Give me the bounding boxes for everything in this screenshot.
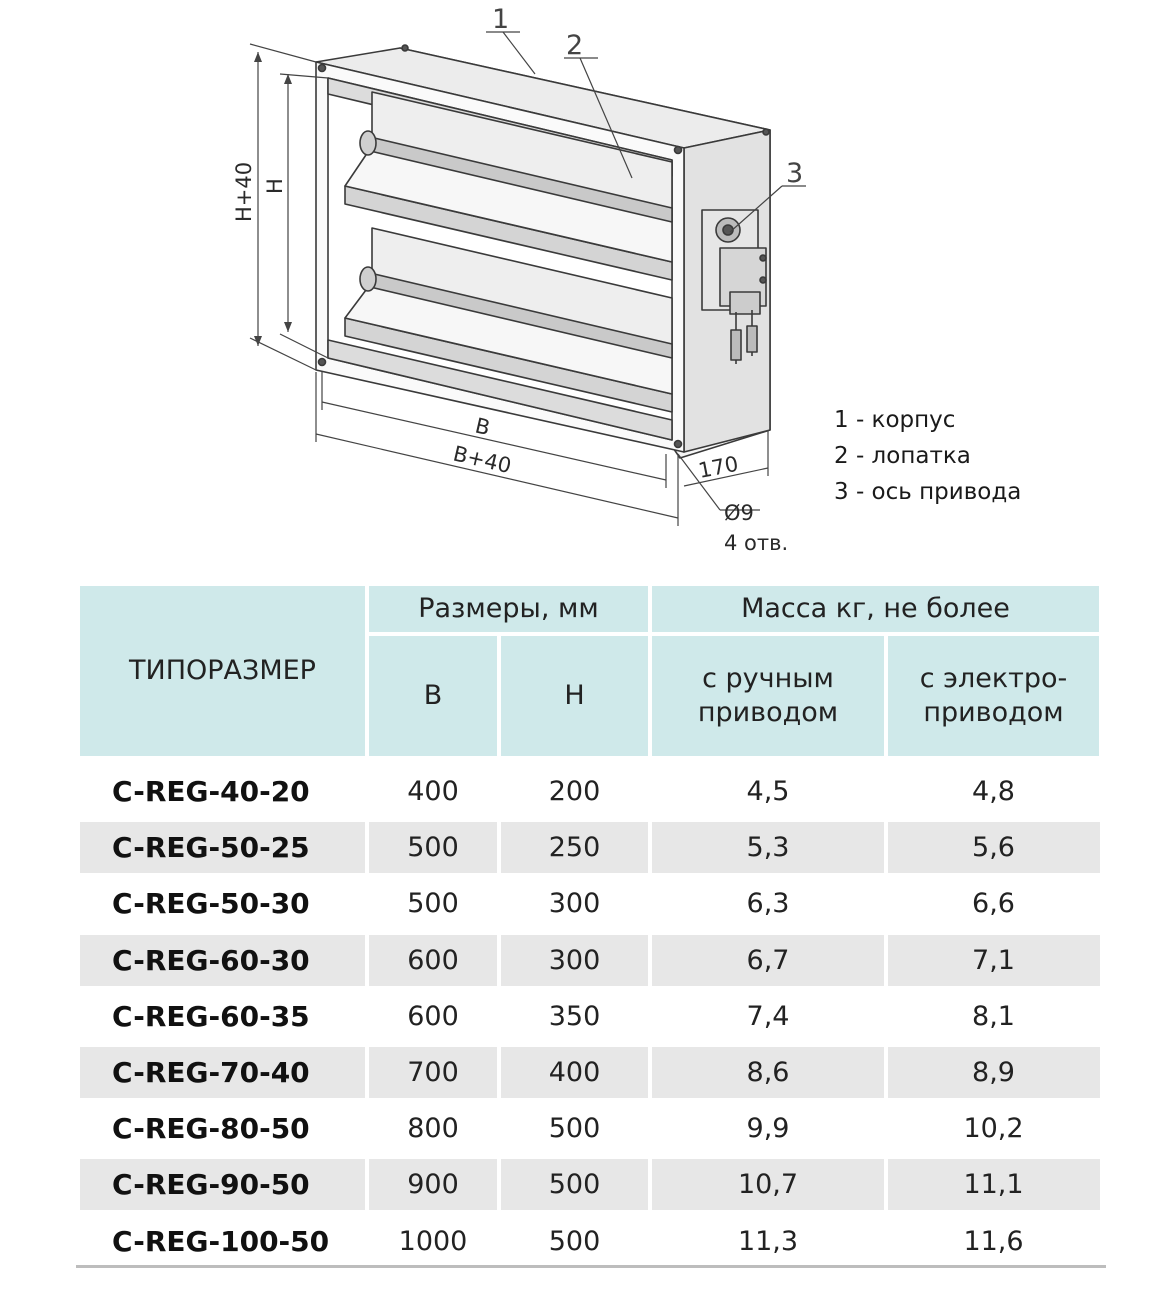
dim-holes-count-label: 4 отв. [724, 531, 789, 555]
cell-electric: 11,6 [963, 1225, 1024, 1257]
column-separator [648, 935, 652, 986]
cell-b: 900 [407, 1169, 459, 1201]
table-row [80, 1047, 1100, 1098]
cell-model: C-REG-80-50 [112, 1112, 310, 1146]
cell-manual: 9,9 [746, 1113, 790, 1145]
column-separator [884, 1159, 888, 1210]
cell-b: 600 [407, 944, 459, 976]
cell-electric: 5,6 [972, 832, 1015, 864]
cell-manual: 5,3 [746, 832, 790, 864]
legend-item: 3 - ось привода [834, 479, 1022, 505]
table-row [80, 1103, 1100, 1154]
column-separator [884, 822, 888, 873]
cell-manual: 7,4 [746, 1000, 790, 1032]
cell-b: 800 [407, 1113, 459, 1145]
cell-model: C-REG-70-40 [112, 1056, 310, 1089]
dim-b-label: B [472, 413, 493, 441]
cell-h: 350 [548, 1000, 601, 1032]
cell-h: 500 [548, 1225, 601, 1257]
cell-electric: 8,1 [972, 1000, 1015, 1032]
table-row [80, 1159, 1100, 1210]
dim-b40-label: B+40 [450, 441, 514, 479]
column-separator [365, 1159, 369, 1210]
cell-h: 200 [548, 776, 601, 807]
header-type: ТИПОРАЗМЕР [80, 586, 365, 756]
header-mass: Масса кг, не более [652, 586, 1099, 632]
header-electric-drive: с электро- приводом [888, 636, 1099, 756]
cell-h: 300 [548, 944, 601, 976]
cell-model: C-REG-60-35 [112, 999, 310, 1033]
cell-model: C-REG-100-50 [112, 1224, 330, 1258]
column-separator [497, 1047, 501, 1098]
cell-h: 500 [548, 1113, 601, 1145]
header-manual-drive: с ручным приводом [652, 636, 884, 756]
parts-legend [834, 402, 1021, 510]
table-row [80, 935, 1100, 986]
cell-model: C-REG-50-30 [112, 887, 310, 921]
cell-h: 250 [548, 832, 601, 864]
cell-b: 1000 [398, 1225, 468, 1257]
column-separator [648, 1159, 652, 1210]
cell-manual: 6,7 [746, 944, 790, 976]
cell-electric: 6,6 [972, 888, 1015, 920]
cell-model: C-REG-40-20 [112, 775, 310, 808]
cell-model: C-REG-60-30 [112, 943, 310, 977]
column-separator [497, 822, 501, 873]
column-separator [648, 1047, 652, 1098]
dim-h40-label: H+40 [232, 161, 256, 222]
header-h: H [501, 636, 648, 756]
cell-electric: 8,9 [972, 1057, 1015, 1088]
callout-1: 1 [492, 4, 510, 35]
table-row [80, 766, 1100, 817]
table-row [80, 1216, 1100, 1267]
column-separator [884, 1047, 888, 1098]
table-bottom-rule [76, 1265, 1106, 1268]
header-sizes: Размеры, мм [369, 586, 648, 632]
callout-2: 2 [566, 30, 584, 61]
cell-model: C-REG-90-50 [112, 1168, 310, 1202]
cell-manual: 10,7 [737, 1169, 799, 1201]
cell-h: 300 [548, 888, 601, 920]
cell-electric: 4,8 [972, 776, 1015, 807]
cell-b: 500 [407, 832, 459, 864]
dim-hole-label: Ø9 [724, 501, 754, 525]
cell-b: 700 [407, 1057, 459, 1088]
column-separator [648, 822, 652, 873]
cell-manual: 4,5 [746, 776, 790, 807]
column-separator [365, 1047, 369, 1098]
header-b: B [369, 636, 497, 756]
cell-manual: 8,6 [746, 1057, 790, 1088]
dim-depth-label: 170 [696, 451, 741, 483]
cell-manual: 6,3 [746, 888, 790, 920]
column-separator [365, 935, 369, 986]
cell-manual: 11,3 [737, 1225, 799, 1257]
legend-item: 2 - лопатка [834, 443, 971, 469]
cell-electric: 10,2 [963, 1113, 1024, 1145]
cell-b: 600 [407, 1000, 459, 1032]
table-row [80, 991, 1100, 1042]
cell-electric: 11,1 [963, 1169, 1024, 1201]
cell-b: 400 [407, 776, 459, 807]
legend-item: 1 - корпус [834, 407, 956, 433]
cell-model: C-REG-50-25 [112, 831, 310, 865]
callout-3: 3 [786, 158, 804, 189]
table-row [80, 822, 1100, 873]
column-separator [497, 935, 501, 986]
cell-h: 400 [548, 1057, 601, 1088]
cell-electric: 7,1 [972, 944, 1015, 976]
dim-h-label: H [263, 178, 287, 194]
column-separator [884, 935, 888, 986]
cell-b: 500 [407, 888, 459, 920]
column-separator [365, 822, 369, 873]
column-separator [497, 1159, 501, 1210]
table-row [80, 878, 1100, 929]
cell-h: 500 [548, 1169, 601, 1201]
